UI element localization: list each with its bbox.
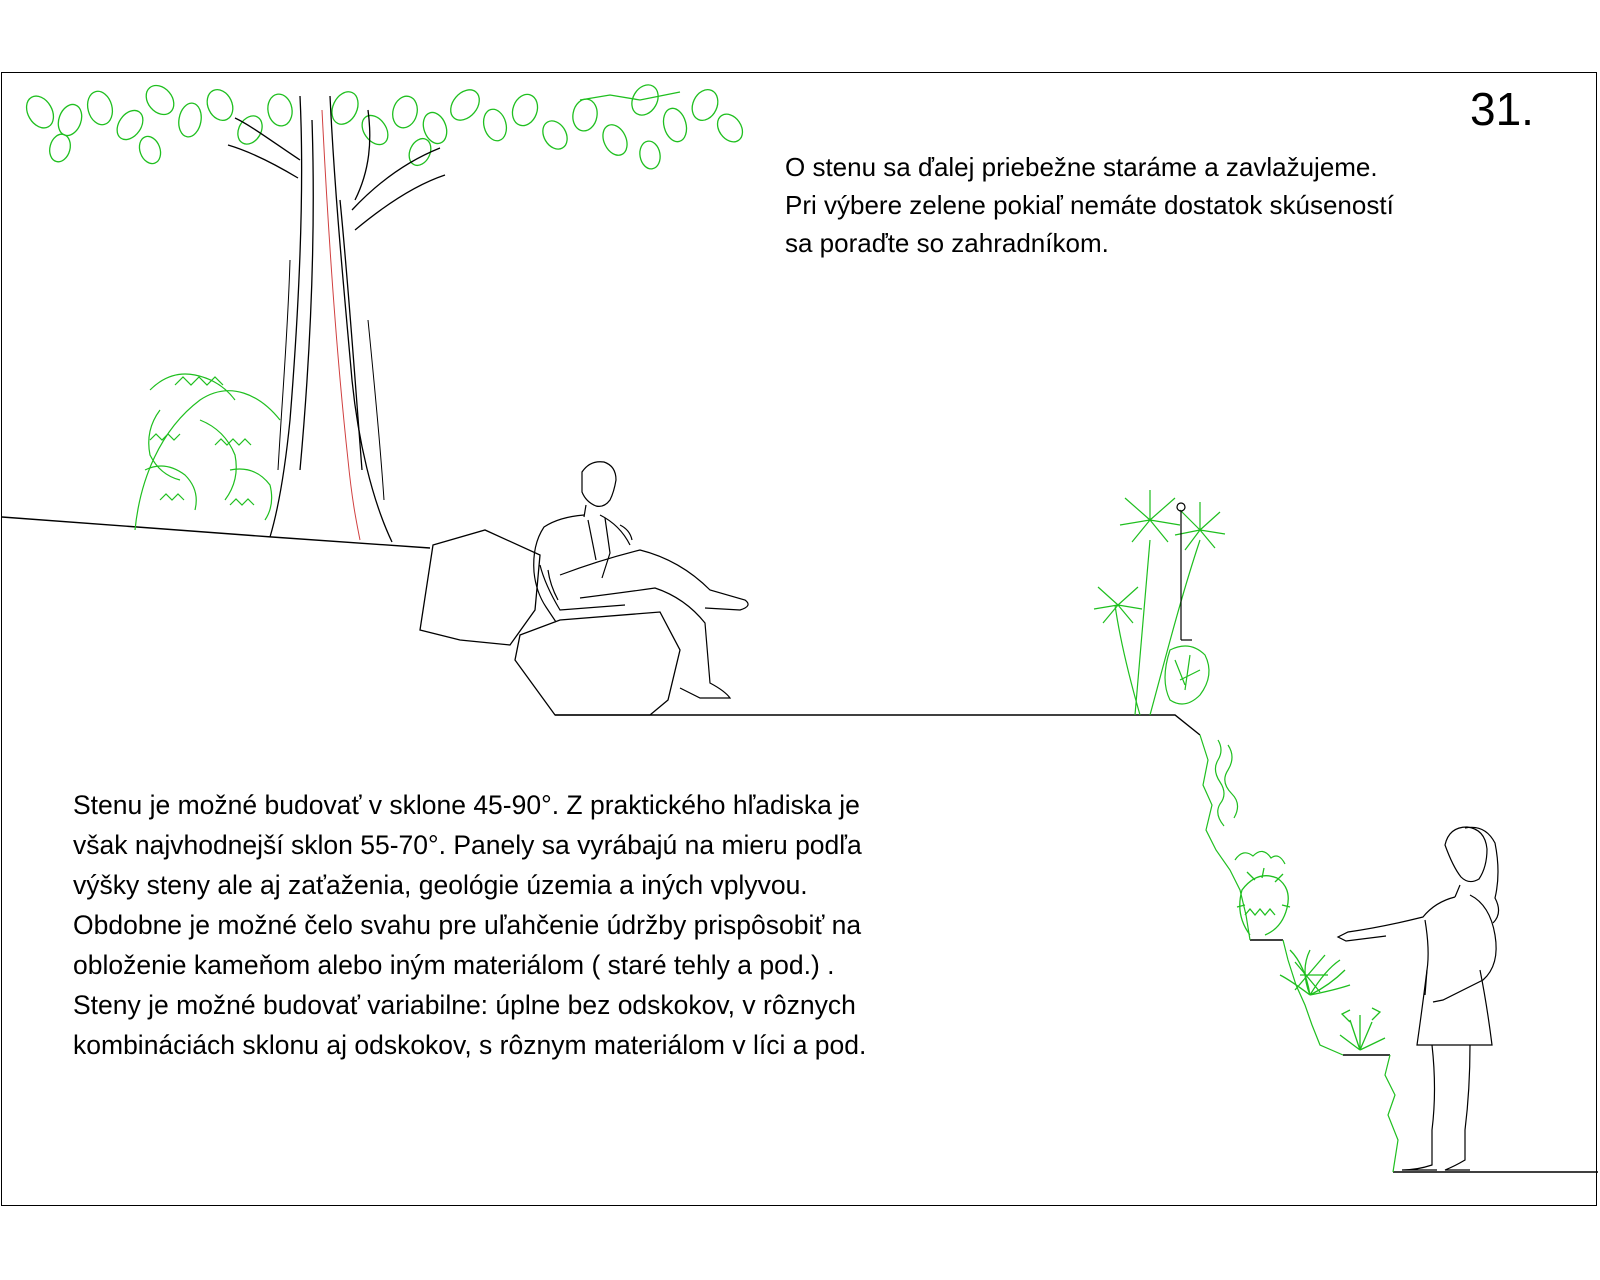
standing-woman-figure: [1338, 827, 1499, 1170]
green-wall-facing: [1200, 735, 1398, 1172]
body-text-line: Steny je možné budovať variabilne: úplne bez odskokov, v rôznych: [73, 990, 856, 1020]
body-text-line: Stenu je možné budovať v sklone 45-90°. Z praktického hľadiska je: [73, 790, 860, 820]
tree-trunk-accent: [322, 110, 360, 540]
body-text-line: kombináciách sklonu aj odskokov, s rôznym materiálom v líci a pod.: [73, 1030, 867, 1060]
wall-construction-text: [73, 785, 1033, 1065]
seated-man-figure: [534, 462, 748, 698]
care-note-line: O stenu sa ďalej priebežne staráme a zavlažujeme.: [785, 152, 1378, 182]
ornamental-grass-plant: [1094, 490, 1225, 715]
body-text-line: však najvhodnejší sklon 55-70°. Panely sa vyrábajú na mieru podľa: [73, 830, 862, 860]
page-number: 31.: [1470, 83, 1534, 135]
tree-canopy: [21, 80, 748, 170]
body-text-line: obloženie kameňom alebo iným materiálom ( staré tehly a pod.) .: [73, 950, 835, 980]
body-text-line: výšky steny ale aj zaťaženia, geológie územia a iných vplyvou.: [73, 870, 808, 900]
boulders: [420, 530, 680, 715]
care-note-line: sa poraďte so zahradníkom.: [785, 228, 1109, 258]
fern-shrub: [135, 374, 280, 530]
care-note-line: Pri výbere zelene pokiaľ nemáte dostatok skúseností: [785, 190, 1394, 220]
body-text-line: Obdobne je možné čelo svahu pre uľahčenie údržby prispôsobiť na: [73, 910, 862, 940]
